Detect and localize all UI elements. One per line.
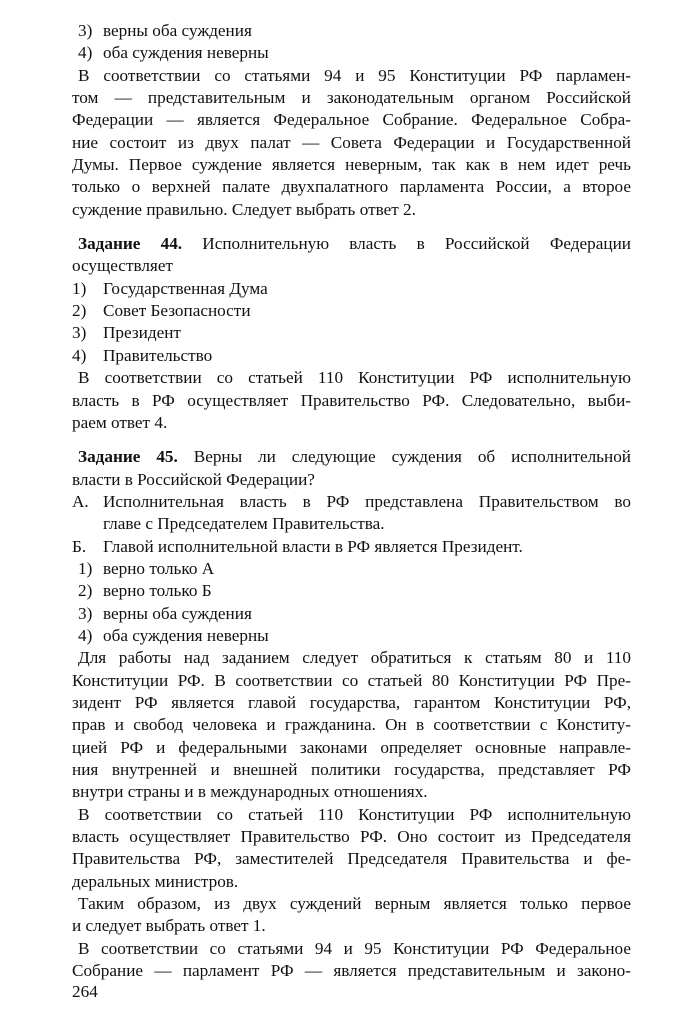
text-line: суждение правильно. Следует выбрать ответ 2.	[72, 199, 416, 219]
option-text: Правительство	[103, 345, 213, 365]
text-line: и следует выбрать ответ 1.	[72, 916, 266, 936]
option-text: оба суждения неверны	[103, 43, 269, 63]
text-line: раем ответ 4.	[72, 412, 168, 432]
para-block	[72, 938, 631, 983]
statement	[72, 491, 631, 513]
answer-option	[72, 625, 631, 647]
text-line: Думы. Первое суждение является неверным, так как в нем идет речь	[72, 155, 631, 175]
statement-text: главе с Председателем Правительства.	[103, 514, 385, 534]
text-line: Правительства РФ, заместителей Председателя Правительства и фе-	[72, 849, 631, 869]
option-number: 3)	[78, 21, 93, 40]
text-line: власти в Российской Федерации?	[72, 469, 315, 489]
option-text: верны оба суждения	[103, 603, 252, 623]
text-line	[72, 233, 631, 255]
option-text: верны оба суждения	[103, 21, 252, 40]
text-line: Конституции РФ. В соответствии со статьей 80 Конституции РФ Пре-	[72, 670, 631, 690]
answer-option	[72, 42, 631, 64]
text-line: цией РФ и федеральными законами определяет основные направле-	[72, 737, 631, 757]
text-line: В соответствии со статьями 94 и 95 Конституции РФ Федеральное	[78, 938, 631, 958]
answer-option	[72, 322, 631, 344]
text-line: власть осуществляет Правительство РФ. Оно состоит из Председателя	[72, 827, 631, 847]
answer-option	[72, 278, 631, 300]
text-line: только о верхней палате двухпалатного парламента России, а второе	[72, 177, 631, 197]
text-line: В соответствии со статьей 110 Конституции РФ исполнительную	[78, 368, 631, 388]
text-line: Для работы над заданием следует обратиться к статьям 80 и 110	[78, 648, 631, 668]
text-line: осуществляет	[72, 256, 173, 276]
option-text: Государственная Дума	[103, 278, 268, 298]
task-text: Исполнительную власть в Российской Федерации	[182, 234, 631, 254]
option-text: верно только Б	[103, 581, 212, 601]
option-number: 4)	[72, 345, 87, 365]
option-text: оба суждения неверны	[103, 625, 269, 645]
statement-text: Исполнительная власть в РФ представлена Правительством во	[103, 491, 631, 511]
option-number: 1)	[78, 558, 93, 578]
answer-option	[72, 345, 631, 367]
text-line: том — представительным и законодательным органом Российской	[72, 88, 631, 108]
task-block	[72, 233, 631, 278]
text-line: прав и свобод человека и гражданина. Он в соответствии с Конститу-	[72, 715, 631, 735]
text-line: Федерации — является Федеральное Собрание. Федеральное Собра-	[72, 110, 631, 130]
para-block	[72, 367, 631, 434]
para-block	[72, 804, 631, 893]
statement-letter: Б.	[72, 536, 87, 556]
answer-option	[72, 580, 631, 602]
text-line: внутри страны и в международных отношениях.	[72, 782, 428, 802]
statement-text: Главой исполнительной власти в РФ является Президент.	[103, 536, 523, 556]
para-block	[72, 65, 631, 221]
text-line: зидент РФ является главой государства, гарантом Конституции РФ,	[72, 692, 631, 712]
text-line	[72, 446, 631, 468]
task-number: Задание 45.	[78, 447, 178, 467]
option-number: 4)	[78, 625, 93, 645]
text-line: власть в РФ осуществляет Правительство РФ. Следовательно, выби-	[72, 390, 631, 410]
text-line: ние состоит из двух палат — Совета Федерации и Государственной	[72, 132, 631, 152]
statement-letter: А.	[72, 491, 89, 511]
option-number: 3)	[78, 603, 93, 623]
option-number: 4)	[78, 43, 93, 63]
statement	[72, 536, 631, 558]
answer-option	[72, 603, 631, 625]
option-number: 3)	[72, 323, 87, 343]
answer-option	[72, 558, 631, 580]
items-block	[72, 20, 631, 65]
text-line: деральных министров.	[72, 871, 239, 891]
option-number: 1)	[72, 278, 87, 298]
para-block	[72, 647, 631, 803]
letters-block	[72, 491, 631, 558]
option-number: 2)	[72, 301, 87, 321]
task-number: Задание 44.	[78, 234, 183, 254]
text-line: ния внутренней и внешней политики государства, представляет РФ	[72, 760, 631, 779]
answer-option	[72, 20, 631, 42]
page-body	[72, 20, 631, 982]
text-line: В соответствии со статьями 94 и 95 Конституции РФ парламен-	[78, 65, 631, 85]
answer-option	[72, 300, 631, 322]
option-text: Президент	[103, 323, 181, 343]
page-number: 264	[72, 982, 98, 1001]
option-text: Совет Безопасности	[103, 301, 251, 321]
option-number: 2)	[78, 581, 93, 601]
option-text: верно только А	[103, 558, 215, 578]
text-line: Таким образом, из двух суждений верным является только первое	[78, 894, 631, 914]
text-line: Собрание — парламент РФ — является представительным и законо-	[72, 961, 631, 981]
items-block	[72, 278, 631, 367]
items-block	[72, 558, 631, 647]
task-block	[72, 446, 631, 491]
para-block	[72, 893, 631, 938]
text-line: В соответствии со статьей 110 Конституции РФ исполнительную	[78, 804, 631, 824]
task-text: Верны ли следующие суждения об исполнительной	[177, 447, 631, 467]
